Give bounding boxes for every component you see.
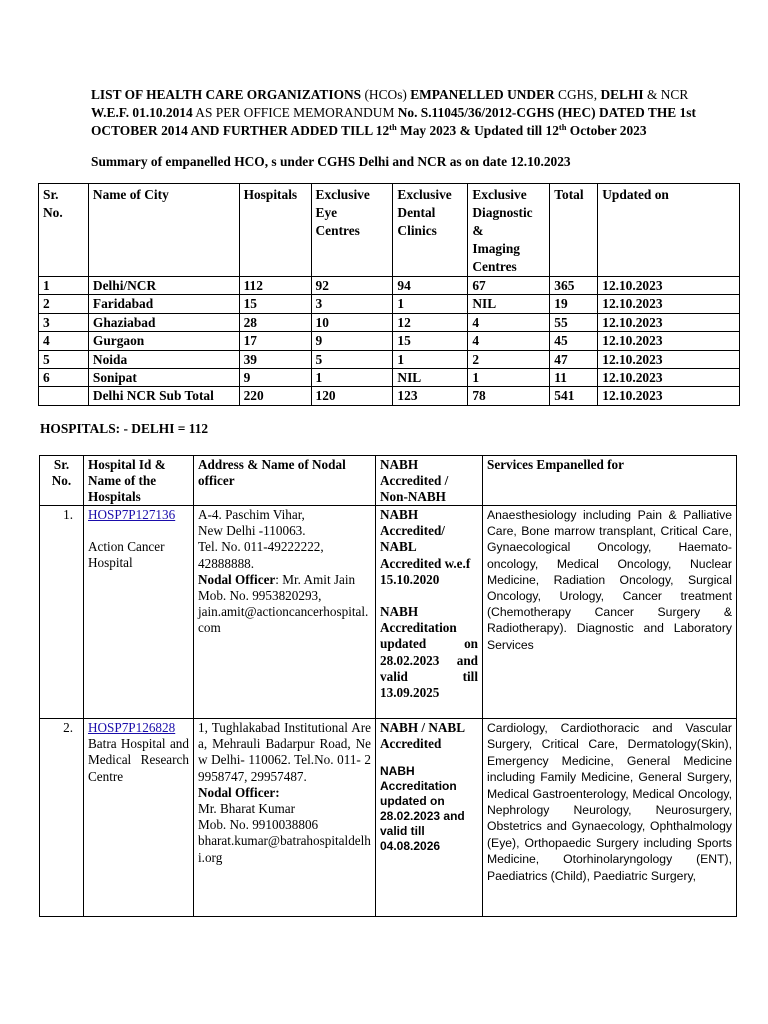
hospital-id-link[interactable]: HOSP7P126828 [88, 720, 176, 735]
cell-dental: 15 [393, 332, 468, 350]
cell-total: 541 [550, 387, 598, 405]
cell-services: Cardiology, Cardiothoracic and Vascular Surgery, Critical Care, Dermatology(Skin), Emergency Medicine, General Medicine including Family Medicine, General Surgery, Medical Gastroenterology, Medical Oncology, Nephrology Neurology, Neurosurgery, Obstetrics and Gynaecology, Ophthalmology (Eye), Orthopaedic Surgery including Sports Medicine, Otorhinolaryngology (ENT), Paediatrics (Child), Paediatric Surgery, [483, 719, 737, 917]
cell-dental: 1 [393, 350, 468, 368]
cell-eye: 5 [311, 350, 393, 368]
cell-dental: 12 [393, 313, 468, 331]
table-row [39, 350, 740, 368]
cell-updated: 12.10.2023 [598, 368, 740, 386]
cell-hospitals: 220 [239, 387, 311, 405]
table-row [40, 719, 737, 917]
cell-total: 45 [550, 332, 598, 350]
cell-updated: 12.10.2023 [598, 277, 740, 295]
cell-total: 365 [550, 277, 598, 295]
title-sup: th [389, 122, 397, 132]
col-header-hospitals: Hospitals [239, 184, 311, 277]
col-header-dental: Exclusive Dental Clinics [393, 184, 468, 277]
title-text: May 2023 & Updated till 12 [396, 123, 559, 138]
col-header-nabh: NABH Accredited / Non-NABH [376, 456, 483, 506]
col-header-total: Total [550, 184, 598, 277]
address-line: 1, Tughlakabad Institutional Area, Mehrauli Badarpur Road, New Delhi- 110062. Tel.No. 011- 29958747, 29957487. [198, 720, 371, 784]
cell-updated: 12.10.2023 [598, 387, 740, 405]
col-header-address: Address & Name of Nodal officer [194, 456, 376, 506]
hospital-name: Batra Hospital and Medical Research Centre [88, 736, 189, 784]
cell-sr: 3 [39, 313, 89, 331]
table-row [39, 295, 740, 313]
email-address: bharat.kumar@batrahospitaldelhi.org [198, 833, 371, 865]
title-text: LIST OF HEALTH CARE ORGANIZATIONS [91, 87, 362, 102]
col-header-services: Services Empanelled for [483, 456, 737, 506]
cell-diagnostic: 78 [468, 387, 550, 405]
cell-address [194, 719, 376, 917]
cell-dental: 123 [393, 387, 468, 405]
cell-sr: 1. [40, 506, 84, 719]
cell-city: Noida [88, 350, 239, 368]
table-row [39, 277, 740, 295]
cell-eye: 10 [311, 313, 393, 331]
cell-updated: 12.10.2023 [598, 295, 740, 313]
title-text: EMPANELLED UNDER [410, 87, 555, 102]
cell-sr: 5 [39, 350, 89, 368]
cell-city: Gurgaon [88, 332, 239, 350]
hospitals-heading: HOSPITALS: - DELHI = 112 [40, 421, 209, 436]
cell-sr: 4 [39, 332, 89, 350]
table-row [40, 506, 737, 719]
cell-city: Delhi NCR Sub Total [88, 387, 239, 405]
cell-city: Ghaziabad [88, 313, 239, 331]
hospitals-table [39, 455, 737, 917]
nodal-officer-name: : Mr. Amit Jain [275, 571, 356, 587]
address-line: Tel. No. 011-49222222, [198, 539, 324, 555]
cell-total: 47 [550, 350, 598, 368]
cell-total: 11 [550, 368, 598, 386]
title-text: & NCR [643, 87, 689, 102]
title-text: (HCOs) [361, 87, 411, 102]
cell-updated: 12.10.2023 [598, 313, 740, 331]
cell-eye: 9 [311, 332, 393, 350]
table-row [39, 313, 740, 331]
title-text: October 2023 [566, 123, 647, 138]
hospitals-header-row [40, 456, 737, 506]
cell-services: Anaesthesiology including Pain & Palliative Care, Bone marrow transplant, Critical Care, Gynaecological Oncology, Haemato-oncology, Medical Oncology, Nuclear Medicine, Radiation Oncology, Surgical Oncology, Urology, Cancer treatment (Chemotherapy Cancer Surgery & Radiotherapy). Diagnostic and Laboratory Services [483, 506, 737, 719]
cell-total: 19 [550, 295, 598, 313]
cell-sr: 6 [39, 368, 89, 386]
cell-dental: NIL [393, 368, 468, 386]
cell-city: Delhi/NCR [88, 277, 239, 295]
nabh-note: NABH Accreditation updated on 28.02.2023 and valid till 04.08.2026 [380, 764, 465, 854]
cell-eye: 3 [311, 295, 393, 313]
title-text: DELHI [600, 87, 644, 102]
cell-dental: 1 [393, 295, 468, 313]
cell-nabh [376, 719, 483, 917]
cell-hospital [84, 506, 194, 719]
cell-total: 55 [550, 313, 598, 331]
address-line: 42888888. [198, 555, 255, 571]
hospital-name: Action Cancer Hospital [88, 539, 165, 571]
cell-city: Faridabad [88, 295, 239, 313]
cell-hospitals: 15 [239, 295, 311, 313]
document-title [91, 86, 711, 140]
cell-diagnostic: 2 [468, 350, 550, 368]
cell-eye: 120 [311, 387, 393, 405]
cell-updated: 12.10.2023 [598, 350, 740, 368]
col-header-hospital-id: Hospital Id & Name of the Hospitals [84, 456, 194, 506]
cell-eye: 92 [311, 277, 393, 295]
address-line: A-4. Paschim Vihar, [198, 507, 305, 522]
title-sup: th [558, 122, 567, 132]
col-header-sr: Sr. No. [40, 456, 84, 506]
cell-hospitals: 17 [239, 332, 311, 350]
cell-hospitals: 112 [239, 277, 311, 295]
address-line: New Delhi -110063. [198, 523, 306, 539]
cell-diagnostic: 4 [468, 332, 550, 350]
col-header-city: Name of City [88, 184, 239, 277]
nodal-officer-label: Nodal Officer: [198, 784, 280, 800]
cell-nabh [376, 506, 483, 719]
title-text: No. S.11045/36/2012-CGHS (HEC) DATED THE 1st [397, 105, 696, 120]
title-text: AS PER OFFICE MEMORANDUM [192, 105, 398, 120]
nabh-status: NABH Accredited/ NABL Accredited w.e.f 15.10.2020 [380, 507, 471, 587]
hospital-id-link[interactable]: HOSP7P127136 [88, 507, 176, 522]
col-header-eye: Exclusive Eye Centres [311, 184, 393, 277]
nodal-officer-name: Mr. Bharat Kumar [198, 801, 296, 817]
summary-table [38, 183, 740, 406]
title-text: OCTOBER 2014 AND FURTHER ADDED TILL 12 [91, 123, 390, 138]
summary-caption: Summary of empanelled HCO, s under CGHS Delhi and NCR as on date 12.10.2023 [91, 154, 571, 169]
cell-address [194, 506, 376, 719]
cell-sr: 2 [39, 295, 89, 313]
cell-diagnostic: 4 [468, 313, 550, 331]
table-row [39, 368, 740, 386]
col-header-diagnostic: Exclusive Diagnostic & Imaging Centres [468, 184, 550, 277]
cell-updated: 12.10.2023 [598, 332, 740, 350]
cell-hospital [84, 719, 194, 917]
nabh-note: NABH Accreditation updated on 28.02.2023 and valid till 13.09.2025 [380, 604, 478, 701]
summary-header-row [39, 184, 740, 277]
table-row [39, 332, 740, 350]
email-address: jain.amit@actioncancerhospital.com [198, 604, 369, 636]
cell-city: Sonipat [88, 368, 239, 386]
col-header-updated: Updated on [598, 184, 740, 277]
cell-diagnostic: NIL [468, 295, 550, 313]
cell-sr [39, 387, 89, 405]
cell-hospitals: 28 [239, 313, 311, 331]
cell-diagnostic: 1 [468, 368, 550, 386]
cell-sr: 2. [40, 719, 84, 917]
cell-eye: 1 [311, 368, 393, 386]
nodal-officer-label: Nodal Officer [198, 571, 276, 587]
nabh-status: NABH / NABL Accredited [380, 720, 465, 752]
mobile-number: Mob. No. 9910038806 [198, 817, 319, 833]
col-header-sr: Sr. No. [39, 184, 89, 277]
cell-sr: 1 [39, 277, 89, 295]
title-text: W.E.F. 01.10.2014 [91, 105, 193, 120]
table-row-subtotal [39, 387, 740, 405]
cell-hospitals: 9 [239, 368, 311, 386]
cell-dental: 94 [393, 277, 468, 295]
mobile-number: Mob. No. 9953820293, [198, 588, 322, 604]
title-text: CGHS, [554, 87, 601, 102]
cell-hospitals: 39 [239, 350, 311, 368]
cell-diagnostic: 67 [468, 277, 550, 295]
